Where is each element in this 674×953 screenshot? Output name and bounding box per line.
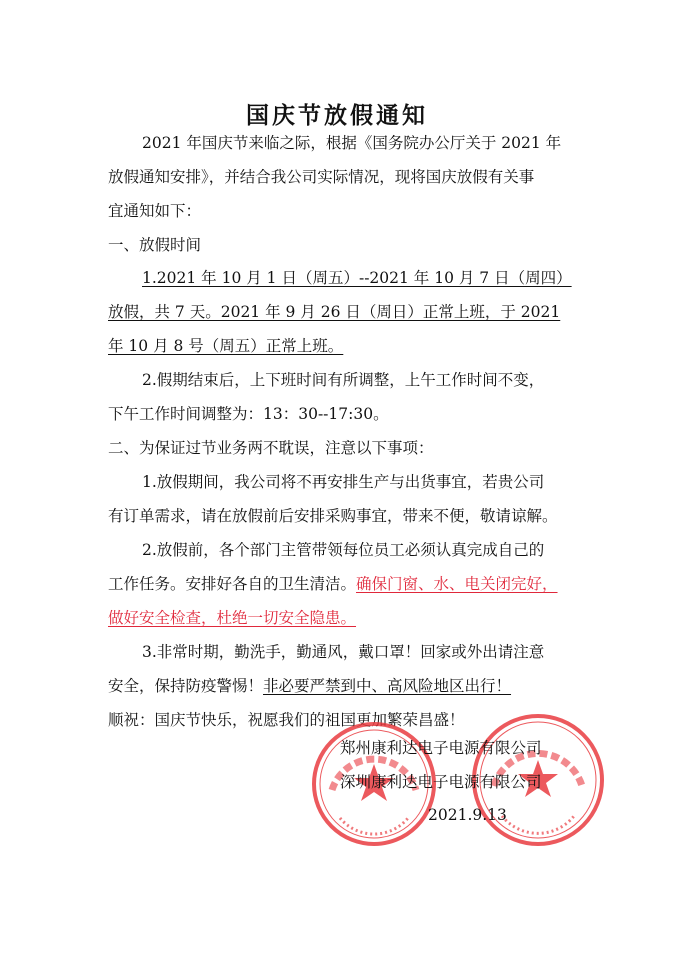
item2-line-1: 2.假期结束后，上下班时间有所调整，上午工作时间不变， (142, 371, 545, 389)
closing-line: 顺祝：国庆节快乐，祝愿我们的祖国更加繁荣昌盛！ (108, 711, 465, 729)
item1-line-1: 1.2021 年 10 月 1 日（周五）--2021 年 10 月 7 日（周四） (142, 269, 572, 287)
bullet2-line-2 (108, 574, 558, 594)
signature-date: 2021.9.13 (428, 806, 507, 824)
bullet3-safety-text: 安全，保持防疫警惕！ (108, 677, 264, 695)
section-heading-1: 一、放假时间 (108, 236, 202, 254)
signature-company-1: 郑州康利达电子电源有限公司 (340, 739, 542, 757)
bullet1-line-2: 有订单需求，请在放假前后安排采购事宜，带来不便，敬请谅解。 (108, 507, 558, 525)
bullet2-line-2-text: 工作任务。安排好各自的卫生清洁。 (108, 575, 357, 593)
page-title: 国庆节放假通知 (246, 103, 428, 129)
intro-line-1: 2021 年国庆节来临之际，根据《国务院办公厅关于 2021 年 (142, 134, 562, 152)
bullet2-emphasis-1: 确保门窗、水、电关闭完好， (356, 575, 558, 593)
bullet3-travel-warning: 非必要严禁到中、高风险地区出行！ (263, 677, 512, 695)
intro-line-2: 放假通知安排》，并结合我公司实际情况，现将国庆放假有关事 (108, 168, 535, 186)
bullet1-line-1: 1.放假期间，我公司将不再安排生产与出货事宜，若贵公司 (142, 473, 545, 491)
intro-line-3: 宜通知如下： (108, 202, 202, 220)
signature-company-2: 深圳康利达电子电源有限公司 (340, 773, 542, 791)
bullet2-line-1: 2.放假前，各个部门主管带领每位员工必须认真完成自己的 (142, 541, 545, 559)
item1-line-2: 放假，共 7 天。2021 年 9 月 26 日（周日）正常上班，于 2021 (108, 303, 561, 321)
item1-line-3: 年 10 月 8 号（周五）正常上班。 (108, 337, 344, 355)
bullet3-line-1: 3.非常时期，勤洗手，勤通风，戴口罩！回家或外出请注意 (142, 643, 545, 661)
item2-line-2: 下午工作时间调整为：13：30--17:30。 (108, 405, 389, 423)
bullet3-line-2 (108, 676, 511, 696)
section-heading-2: 二、为保证过节业务两不耽误，注意以下事项： (108, 439, 434, 457)
bullet2-emphasis-2: 做好安全检查，杜绝一切安全隐患。 (108, 609, 357, 627)
